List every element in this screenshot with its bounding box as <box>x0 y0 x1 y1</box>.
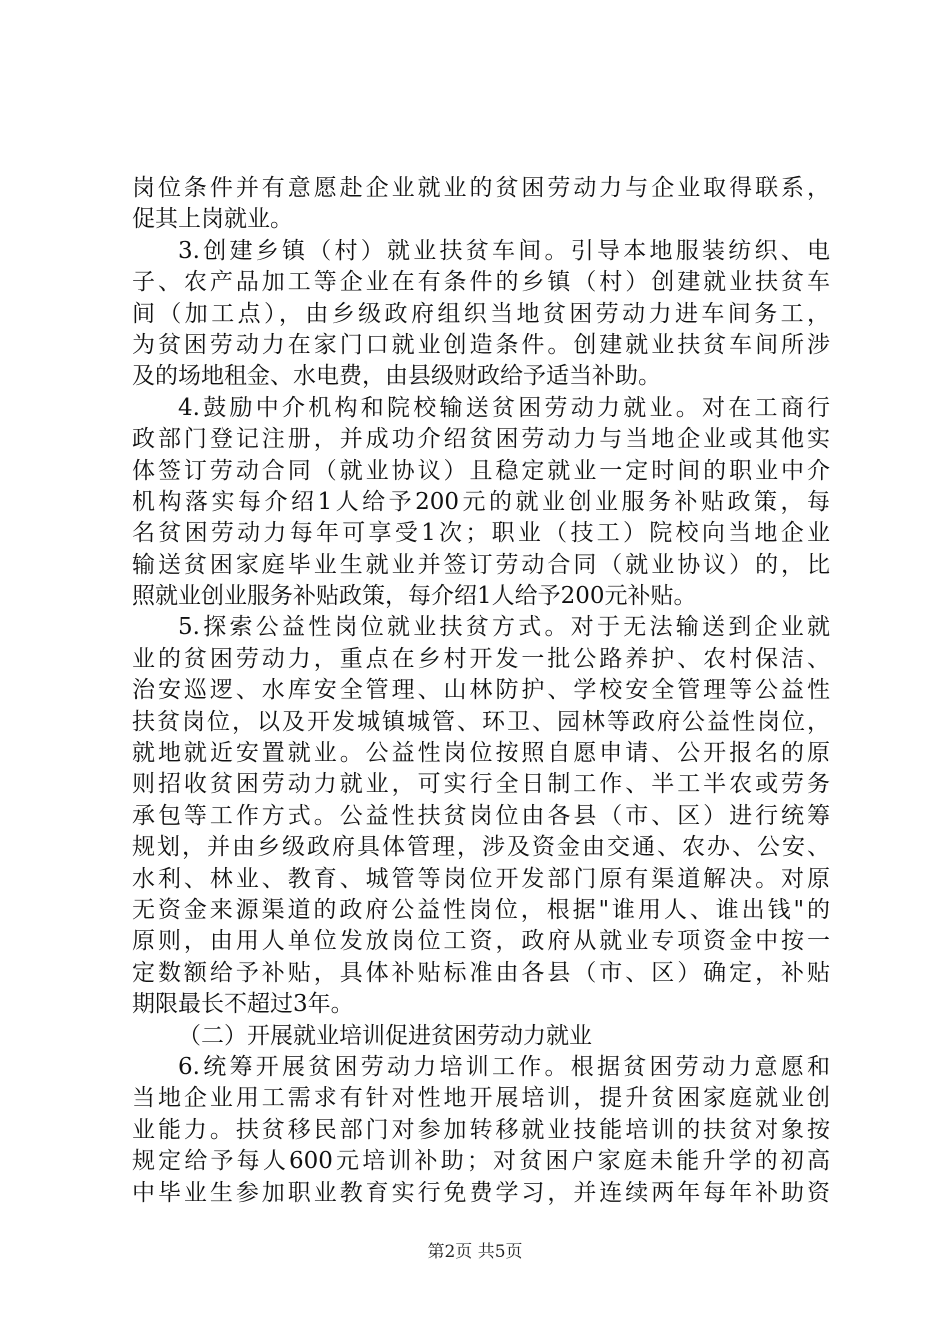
text-line: 原则，由用人单位发放岗位工资，政府从就业专项资金中按一 <box>132 928 830 955</box>
text-line: 承包等工作方式。公益性扶贫岗位由各县（市、区）进行统筹 <box>132 802 830 829</box>
paragraph <box>132 1021 830 1052</box>
body-text <box>132 173 830 1209</box>
paragraph <box>132 236 830 393</box>
text-line: （二）开展就业培训促进贫困劳动力就业 <box>178 1022 592 1049</box>
text-line: 及的场地租金、水电费，由县级财政给予适当补助。 <box>132 363 661 390</box>
text-line: 则招收贫困劳动力就业，可实行全日制工作、半工半农或劳务 <box>132 771 830 798</box>
text-line: 机构落实每介绍1人给予200元的就业创业服务补贴政策，每 <box>132 488 830 515</box>
text-line: 5.探索公益性岗位就业扶贫方式。对于无法输送到企业就 <box>178 614 830 641</box>
text-line: 中毕业生参加职业教育实行免费学习，并连续两年每年补助资 <box>132 1179 830 1206</box>
text-line: 扶贫岗位，以及开发城镇城管、环卫、园林等政府公益性岗位， <box>132 708 830 735</box>
text-line: 岗位条件并有意愿赴企业就业的贫困劳动力与企业取得联系， <box>132 175 830 201</box>
text-line: 政部门登记注册，并成功介绍贫困劳动力与当地企业或其他实 <box>132 426 830 453</box>
text-line: 当地企业用工需求有针对性地开展培训，提升贫困家庭就业创 <box>132 1085 830 1112</box>
text-line: 6.统筹开展贫困劳动力培训工作。根据贫困劳动力意愿和 <box>178 1053 830 1080</box>
paragraph <box>132 393 830 613</box>
text-line: 期限最长不超过3年。 <box>132 991 354 1018</box>
text-line: 照就业创业服务补贴政策，每介绍1人给予200元补贴。 <box>132 583 697 610</box>
text-line: 就地就近安置就业。公益性岗位按照自愿申请、公开报名的原 <box>132 740 830 767</box>
text-line: 规定给予每人600元培训补助；对贫困户家庭未能升学的初高 <box>132 1148 830 1175</box>
text-line: 间（加工点），由乡级政府组织当地贫困劳动力进车间务工， <box>132 300 830 327</box>
page-footer: 第2页 共5页 <box>427 1242 523 1262</box>
text-line: 业能力。扶贫移民部门对参加转移就业技能培训的扶贫对象按 <box>132 1116 830 1143</box>
text-line: 无资金来源渠道的政府公益性岗位，根据"谁用人、谁出钱"的 <box>132 896 830 923</box>
text-line: 为贫困劳动力在家门口就业创造条件。创建就业扶贫车间所涉 <box>132 331 830 358</box>
text-line: 体签订劳动合同（就业协议）且稳定就业一定时间的职业中介 <box>132 457 830 484</box>
text-line: 业的贫困劳动力，重点在乡村开发一批公路养护、农村保洁、 <box>132 645 830 672</box>
text-line: 名贫困劳动力每年可享受1次；职业（技工）院校向当地企业 <box>132 520 830 547</box>
paragraph <box>132 1052 830 1209</box>
text-line: 子、农产品加工等企业在有条件的乡镇（村）创建就业扶贫车 <box>132 269 830 296</box>
paragraph <box>132 173 830 236</box>
text-line: 规划，并由乡级政府具体管理，涉及资金由交通、农办、公安、 <box>132 834 830 861</box>
text-line: 定数额给予补贴，具体补贴标准由各县（市、区）确定，补贴 <box>132 959 830 986</box>
text-line: 输送贫困家庭毕业生就业并签订劳动合同（就业协议）的，比 <box>132 551 830 578</box>
text-line: 促其上岗就业。 <box>132 206 293 233</box>
text-line: 3.创建乡镇（村）就业扶贫车间。引导本地服装纺织、电 <box>178 237 830 264</box>
paragraph <box>132 612 830 1020</box>
text-line: 4.鼓励中介机构和院校输送贫困劳动力就业。对在工商行 <box>178 394 830 421</box>
text-line: 水利、林业、教育、城管等岗位开发部门原有渠道解决。对原 <box>132 865 830 892</box>
text-line: 治安巡逻、水库安全管理、山林防护、学校安全管理等公益性 <box>132 677 830 704</box>
